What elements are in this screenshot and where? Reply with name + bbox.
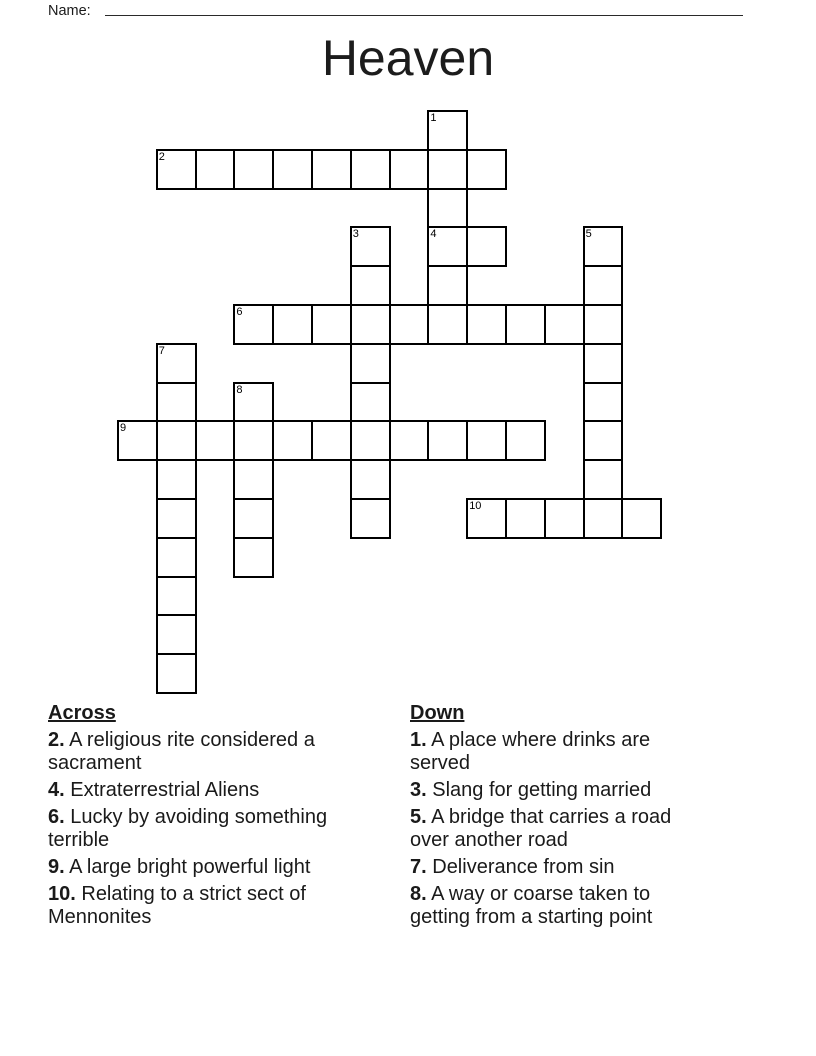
cell-number-2: 2 — [158, 150, 165, 163]
cell-number-3: 3 — [352, 228, 359, 241]
grid-cell-c8-r3[interactable] — [427, 226, 468, 267]
grid-cell-c12-r4[interactable] — [583, 265, 624, 306]
across-clue-number-9: 9. — [48, 856, 65, 878]
grid-cell-c3-r5[interactable] — [233, 304, 274, 345]
grid-cell-c12-r8[interactable] — [583, 420, 624, 461]
grid-cell-c6-r1[interactable] — [350, 149, 391, 190]
grid-cell-c9-r1[interactable] — [466, 149, 507, 190]
grid-cell-c6-r9[interactable] — [350, 459, 391, 500]
down-clue-8: 8. A way or coarse taken to getting from a starting point — [410, 883, 653, 928]
grid-cell-c3-r8[interactable] — [233, 420, 274, 461]
name-row — [48, 2, 91, 20]
grid-cell-c12-r6[interactable] — [583, 343, 624, 384]
grid-cell-c9-r5[interactable] — [466, 304, 507, 345]
cell-number-5: 5 — [585, 228, 592, 241]
cell-number-8: 8 — [236, 383, 243, 396]
grid-cell-c7-r1[interactable] — [389, 149, 430, 190]
grid-cell-c5-r5[interactable] — [311, 304, 352, 345]
cell-number-4: 4 — [430, 228, 437, 241]
page-title: Heaven — [321, 30, 495, 86]
cell-number-6: 6 — [236, 306, 243, 318]
grid-cell-c6-r8[interactable] — [350, 420, 391, 461]
grid-cell-c2-r1[interactable] — [195, 149, 236, 190]
down-clue-number-1: 1. — [410, 729, 427, 751]
grid-cell-c4-r1[interactable] — [272, 149, 313, 190]
grid-cell-c2-r8[interactable] — [195, 420, 236, 461]
down-clue-number-3: 3. — [410, 779, 427, 801]
grid-cell-c8-r0[interactable] — [427, 110, 468, 151]
grid-cell-c11-r5[interactable] — [544, 304, 585, 345]
grid-cell-c12-r9[interactable] — [583, 459, 624, 500]
down-clue-5: 5. A bridge that carries a road over another road — [410, 806, 672, 851]
grid-cell-c8-r1[interactable] — [427, 149, 468, 190]
grid-cell-c8-r8[interactable] — [427, 420, 468, 461]
grid-cell-c9-r8[interactable] — [466, 420, 507, 461]
across-clue-2: 2. A religious rite considered a sacrament — [48, 729, 315, 774]
grid-cell-c10-r5[interactable] — [505, 304, 546, 345]
grid-cell-c6-r7[interactable] — [350, 382, 391, 423]
across-header: Across — [48, 702, 116, 724]
grid-cell-c1-r7[interactable] — [156, 382, 197, 423]
cell-number-1: 1 — [430, 112, 437, 124]
grid-cell-c7-r8[interactable] — [389, 420, 430, 461]
grid-cell-c6-r10[interactable] — [350, 498, 391, 539]
grid-cell-c9-r10[interactable] — [466, 498, 507, 539]
grid-cell-c12-r5[interactable] — [583, 304, 624, 345]
grid-cell-c3-r9[interactable] — [233, 459, 274, 500]
grid-cell-c7-r5[interactable] — [389, 304, 430, 345]
grid-cell-c6-r4[interactable] — [350, 265, 391, 306]
grid-cell-c3-r11[interactable] — [233, 537, 274, 578]
grid-cell-c11-r10[interactable] — [544, 498, 585, 539]
grid-cell-c1-r6[interactable] — [156, 343, 197, 384]
grid-cell-c12-r10[interactable] — [583, 498, 624, 539]
cell-number-7: 7 — [158, 344, 165, 357]
grid-cell-c5-r8[interactable] — [311, 420, 352, 461]
down-header: Down — [410, 702, 465, 724]
grid-cell-c1-r1[interactable] — [156, 149, 197, 190]
down-clue-number-5: 5. — [410, 806, 427, 828]
grid-cell-c12-r3[interactable] — [583, 226, 624, 267]
grid-cell-c6-r6[interactable] — [350, 343, 391, 384]
across-clue-number-6: 6. — [48, 806, 65, 828]
across-clue-10: 10. Relating to a strict sect of Mennonites — [48, 883, 306, 928]
grid-cell-c0-r8[interactable] — [117, 420, 158, 461]
cell-number-9: 9 — [120, 422, 127, 435]
down-clue-number-7: 7. — [410, 856, 427, 878]
across-clue-list — [48, 729, 368, 929]
down-clue-1: 1. A place where drinks are served — [410, 729, 651, 774]
grid-cell-c1-r8[interactable] — [156, 420, 197, 461]
name-label: Name: — [48, 3, 91, 19]
down-clue-list — [410, 729, 702, 929]
grid-cell-c8-r4[interactable] — [427, 265, 468, 306]
across-clue-number-10: 10. — [48, 883, 76, 905]
cell-number-10: 10 — [469, 500, 482, 512]
grid-cell-c4-r5[interactable] — [272, 304, 313, 345]
grid-cell-c1-r10[interactable] — [156, 498, 197, 539]
down-clues-section — [410, 701, 702, 933]
grid-cell-c10-r10[interactable] — [505, 498, 546, 539]
grid-cell-c3-r1[interactable] — [233, 149, 274, 190]
down-clue-7: 7. Deliverance from sin — [410, 856, 615, 878]
across-clue-6: 6. Lucky by avoiding something terrible — [48, 806, 328, 851]
grid-cell-c3-r10[interactable] — [233, 498, 274, 539]
across-clue-4: 4. Extraterrestrial Aliens — [48, 779, 260, 801]
grid-cell-c3-r7[interactable] — [233, 382, 274, 423]
across-clues-section — [48, 701, 368, 933]
grid-cell-c1-r12[interactable] — [156, 576, 197, 617]
down-clue-3: 3. Slang for getting married — [410, 779, 652, 801]
grid-cell-c12-r7[interactable] — [583, 382, 624, 423]
name-input-line[interactable] — [105, 0, 743, 16]
grid-cell-c1-r14[interactable] — [156, 653, 197, 694]
down-clue-number-8: 8. — [410, 883, 427, 905]
grid-cell-c9-r3[interactable] — [466, 226, 507, 267]
grid-cell-c1-r11[interactable] — [156, 537, 197, 578]
grid-cell-c13-r10[interactable] — [621, 498, 662, 539]
grid-cell-c8-r2[interactable] — [427, 188, 468, 229]
across-clue-number-4: 4. — [48, 779, 65, 801]
grid-cell-c1-r9[interactable] — [156, 459, 197, 500]
grid-cell-c8-r5[interactable] — [427, 304, 468, 345]
grid-cell-c4-r8[interactable] — [272, 420, 313, 461]
grid-cell-c6-r3[interactable] — [350, 226, 391, 267]
grid-cell-c5-r1[interactable] — [311, 149, 352, 190]
grid-cell-c6-r5[interactable] — [350, 304, 391, 345]
grid-cell-c1-r13[interactable] — [156, 614, 197, 655]
across-clue-9: 9. A large bright powerful light — [48, 856, 311, 878]
across-clue-number-2: 2. — [48, 729, 65, 751]
grid-cell-c10-r8[interactable] — [505, 420, 546, 461]
